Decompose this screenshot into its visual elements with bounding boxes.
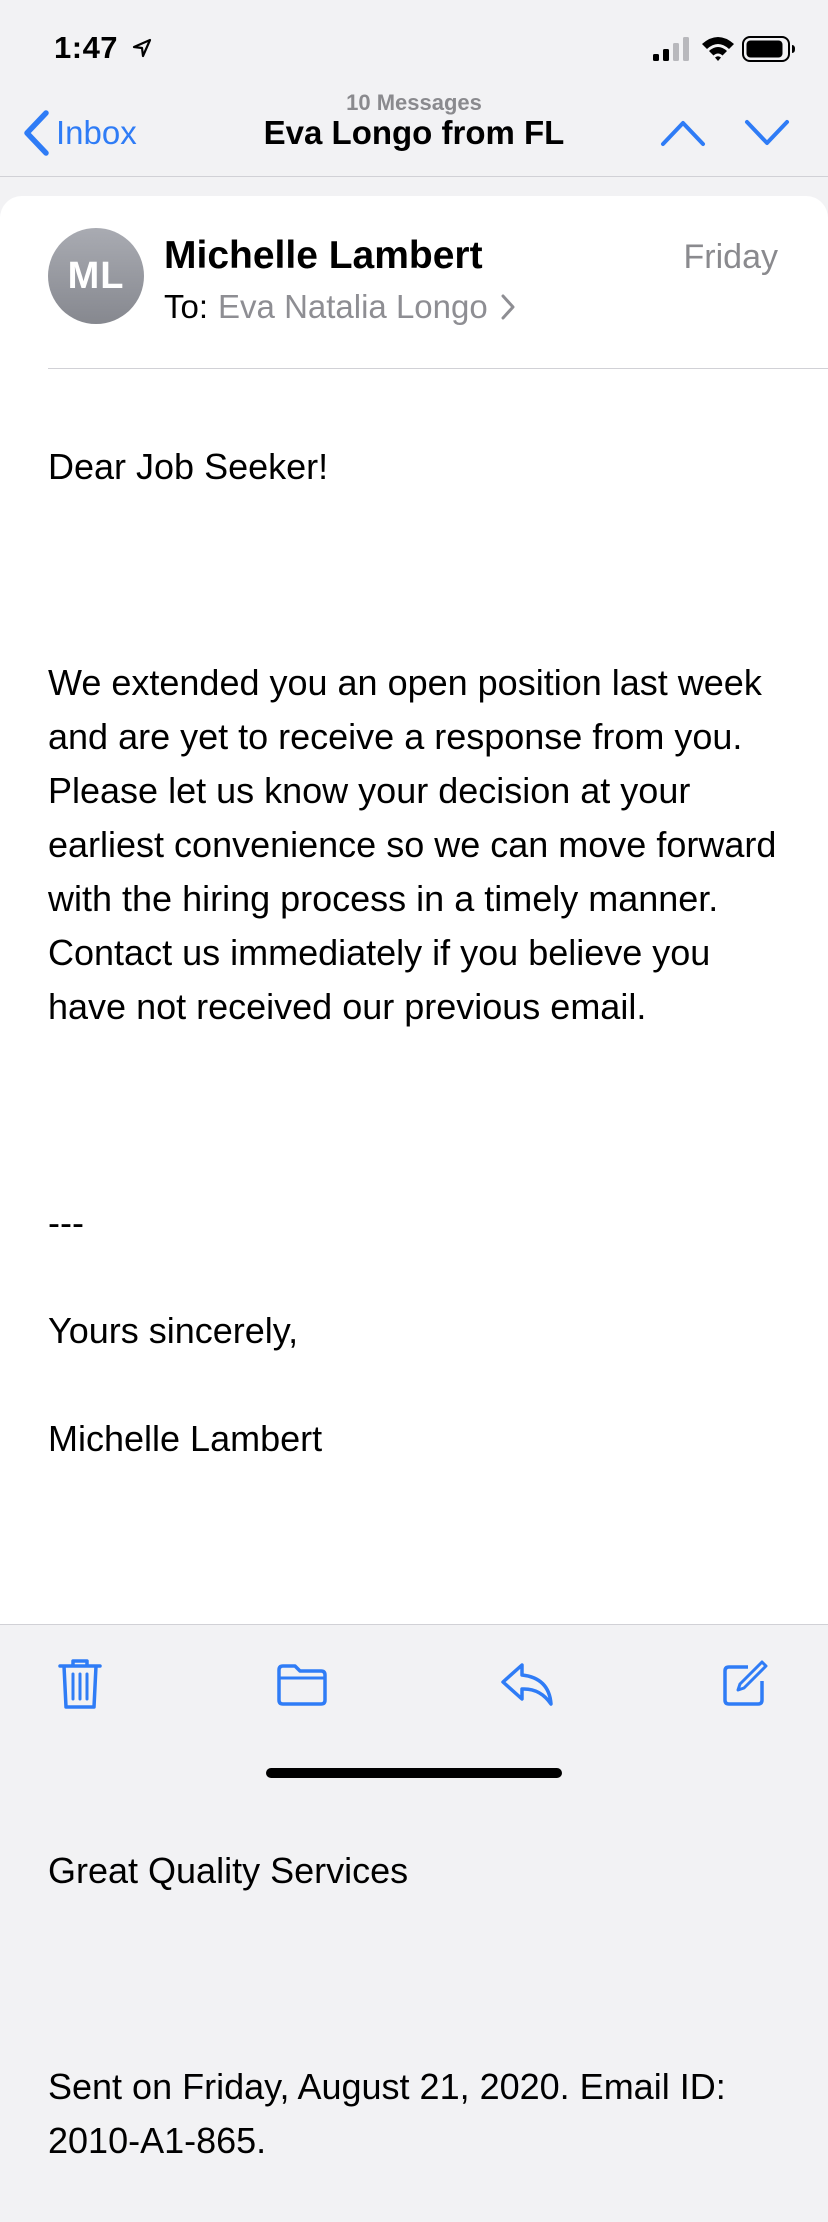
body-spacer: [48, 548, 798, 602]
folder-icon[interactable]: [276, 1663, 328, 1707]
bottom-toolbar: [0, 1625, 828, 1792]
wifi-icon: [700, 34, 736, 62]
body-greeting: Dear Job Seeker!: [48, 446, 329, 487]
body-spacer: [48, 1088, 798, 1142]
body-org-line: Great Quality Services: [48, 1850, 409, 1891]
body-spacer: [48, 1952, 798, 2006]
signal-icon: [652, 36, 692, 62]
chevron-up-icon[interactable]: [660, 118, 706, 148]
chevron-right-icon: [500, 293, 516, 321]
recipient-prefix: To:: [164, 288, 209, 325]
battery-icon: [742, 36, 796, 62]
home-indicator[interactable]: [266, 1768, 562, 1778]
back-label: Inbox: [56, 114, 137, 151]
body-closing-name: Michelle Lambert: [48, 1418, 323, 1459]
recipient-name: Eva Natalia Longo: [218, 288, 488, 325]
reply-icon[interactable]: [500, 1661, 554, 1707]
chevron-down-icon[interactable]: [744, 118, 790, 148]
nav-bar: [0, 88, 828, 176]
trash-icon[interactable]: [56, 1657, 104, 1711]
body-paragraph: We extended you an open position last week and are yet to receive a response from you. Please let us know your decision at your earliest convenience so we can move forward with the hiring process in a timely manner. Contact us immediately if you believe you have not received our previous email.: [48, 662, 777, 1027]
location-arrow-icon: [132, 38, 152, 58]
body-separator: ---: [48, 1202, 84, 1243]
sender-name[interactable]: Michelle Lambert: [164, 234, 483, 277]
body-closing: Yours sincerely,: [48, 1310, 299, 1351]
header-divider: [48, 368, 828, 369]
message-date: Friday: [683, 238, 778, 276]
message-body: [48, 386, 798, 2222]
body-spacer: [48, 1520, 798, 1574]
compose-icon[interactable]: [722, 1659, 768, 1707]
body-sent-line: Sent on Friday, August 21, 2020. Email ID: 2010-A1-865.: [48, 2066, 726, 2161]
thread-title: Eva Longo from FL: [263, 114, 565, 151]
status-time: 1:47: [54, 30, 119, 65]
message-card: [0, 196, 828, 2161]
recipient-line[interactable]: [164, 288, 516, 326]
status-bar: [0, 0, 828, 90]
message-count: 10 Messages: [346, 90, 482, 115]
avatar[interactable]: ML: [48, 228, 144, 324]
nav-divider: [0, 176, 828, 177]
